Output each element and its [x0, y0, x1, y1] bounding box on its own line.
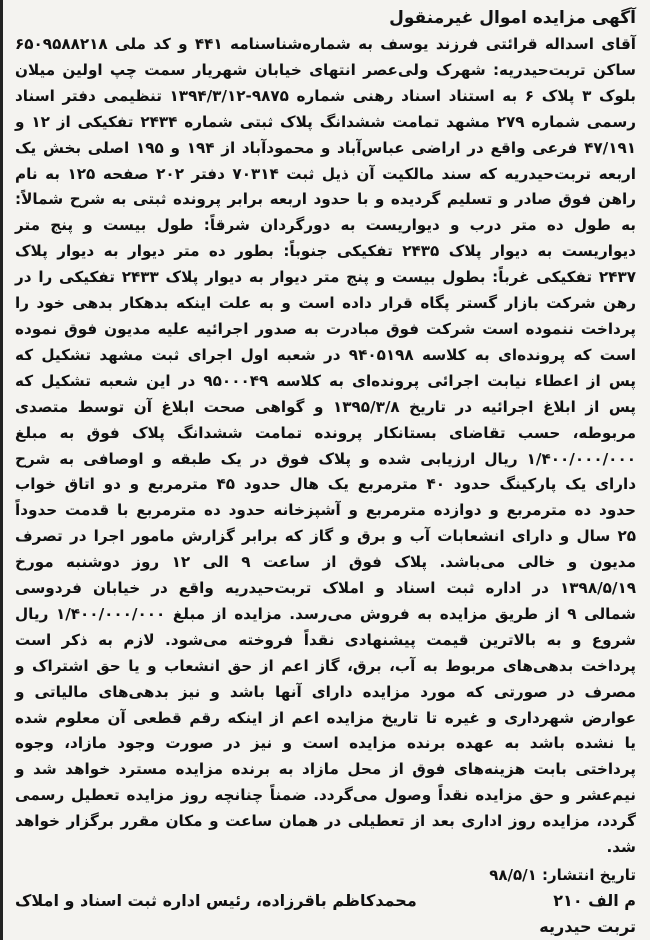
reference-code: م الف ۲۱۰: [553, 891, 636, 910]
signatory: محمدکاظم باقرزاده، رئیس اداره ثبت اسناد و املاک: [15, 891, 417, 910]
publish-date: تاریخ انتشار: ۹۸/۵/۱: [489, 866, 636, 884]
signature-row: [15, 888, 636, 914]
office-city: تربت حیدریه: [539, 917, 636, 936]
notice-title: آگهی مزایده اموال غیرمنقول: [389, 8, 636, 28]
notice-paragraph: آقای اسداله قرائتی فرزند یوسف به شماره‌شناسنامه ۴۴۱ و کد ملی ۶۵۰۹۵۸۸۲۱۸ ساکن تربت‌حیدریه: شهرک ولی‌عصر انتهای خیابان شهریار سمت چپ اولین میلان بلوک ۳ پلاک ۶ به استناد اسناد رهنی شماره ۹۸۷۵-۱۳۹۴/۳/۱۲ تنظیمی دفتر اسناد رسمی شماره ۲۷۹ مشهد تمامت ششدانگ پلاک ثبتی شماره ۲۴۳۴ تفکیکی از ۱۲ و ۴۷/۱۹۱ فرعی واقع در اراضی عباس‌آباد و محمودآباد از ۱۹۴ و ۱۹۵ اصلی بخش یک اربعه تربت‌حیدریه که سند مالکیت آن ذیل ثبت ۷۰۳۱۴ دفتر ۲۰۲ صفحه ۱۲۵ به نام راهن فوق صادر و تسلیم گردیده و با حدود اربعه برابر پرونده ثبتی به شرح شمالاً: به طول ده متر درب و دیواریست به دورگردان شرقاً: طول بیست و پنج متر دیواریست به دیوار پلاک ۲۴۳۵ تفکیکی جنوباً: بطور ده متر دیوار به دیوار پلاک ۲۴۳۷ تفکیکی غرباً: بطول بیست و پنج متر دیوار به دیوار پلاک ۲۴۳۳ تفکیکی را در رهن شرکت بازار گستر پگاه قرار داده است و به علت اینکه بدهکار بدهی خود را پرداخت ننموده است شرکت فوق مبادرت به صدور اجرائیه علیه مدیون فوق نموده است که پرونده‌ای به کلاسه ۹۴۰۵۱۹۸ در شعبه اول اجرای ثبت مشهد تشکیل که پس از اعطاء نیابت اجرائی پرونده‌ای به کلاسه ۹۵۰۰۰۴۹ در این شعبه تشکیل که پس از ابلاغ اجرائیه در تاریخ ۱۳۹۵/۳/۸ و گواهی صحت ابلاغ آن توسط متصدی مربوطه، حسب تقاضای بستانکار پرونده تمامت ششدانگ پلاک فوق به مبلغ ۱/۴۰۰/۰۰۰/۰۰۰ ریال ارزیابی شده و پلاک فوق در یک طبقه و اوصافی به شرح دارای یک پارکینگ حدود ۴۰ مترمربع یک هال حدود ۴۵ مترمربع و دو اتاق خواب حدود ده مترمربع و دوازده مترمربع و آشپزخانه حدود ده مترمربع با قدمت حدوداً ۲۵ سال و دارای انشعابات آب و برق و گاز که برابر گزارش مامور اجرا در تصرف مدیون و خالی می‌باشد. پلاک فوق از ساعت ۹ الی ۱۲ روز دوشنبه مورخ ۱۳۹۸/۵/۱۹ در اداره ثبت اسناد و املاک تربت‌حیدریه واقع در خیابان فردوسی شمالی ۹ از طریق مزایده به فروش می‌رسد. مزایده از مبلغ ۱/۴۰۰/۰۰۰/۰۰۰ ریال شروع و به بالاترین قیمت پیشنهادی نقداً فروخته می‌شود. لازم به ذکر است پرداخت بدهی‌های مربوط به آب، برق، گاز اعم از حق انشعاب و یا حق اشتراک و مصرف در صورتی که مورد مزایده دارای آنها باشد و نیز بدهی‌های مالیاتی و عوارض شهرداری و غیره تا تاریخ مزایده اعم از اینکه رقم قطعی آن معلوم شده یا نشده باشد به عهده برنده مزایده است و نیز در صورت وجود مازاد، وجوه پرداختی بابت هزینه‌های فوق از محل مازاد به برنده مزایده مسترد خواهد شد و نیم‌عشر و حق مزایده نقداً وصول می‌گردد. ضمناً چنانچه روز مزایده تعطیل رسمی گردد، مزایده روز اداری بعد از تعطیلی در همان ساعت و مکان مقرر برگزار خواهد شد.: [15, 35, 637, 857]
notice-body: [15, 32, 636, 861]
